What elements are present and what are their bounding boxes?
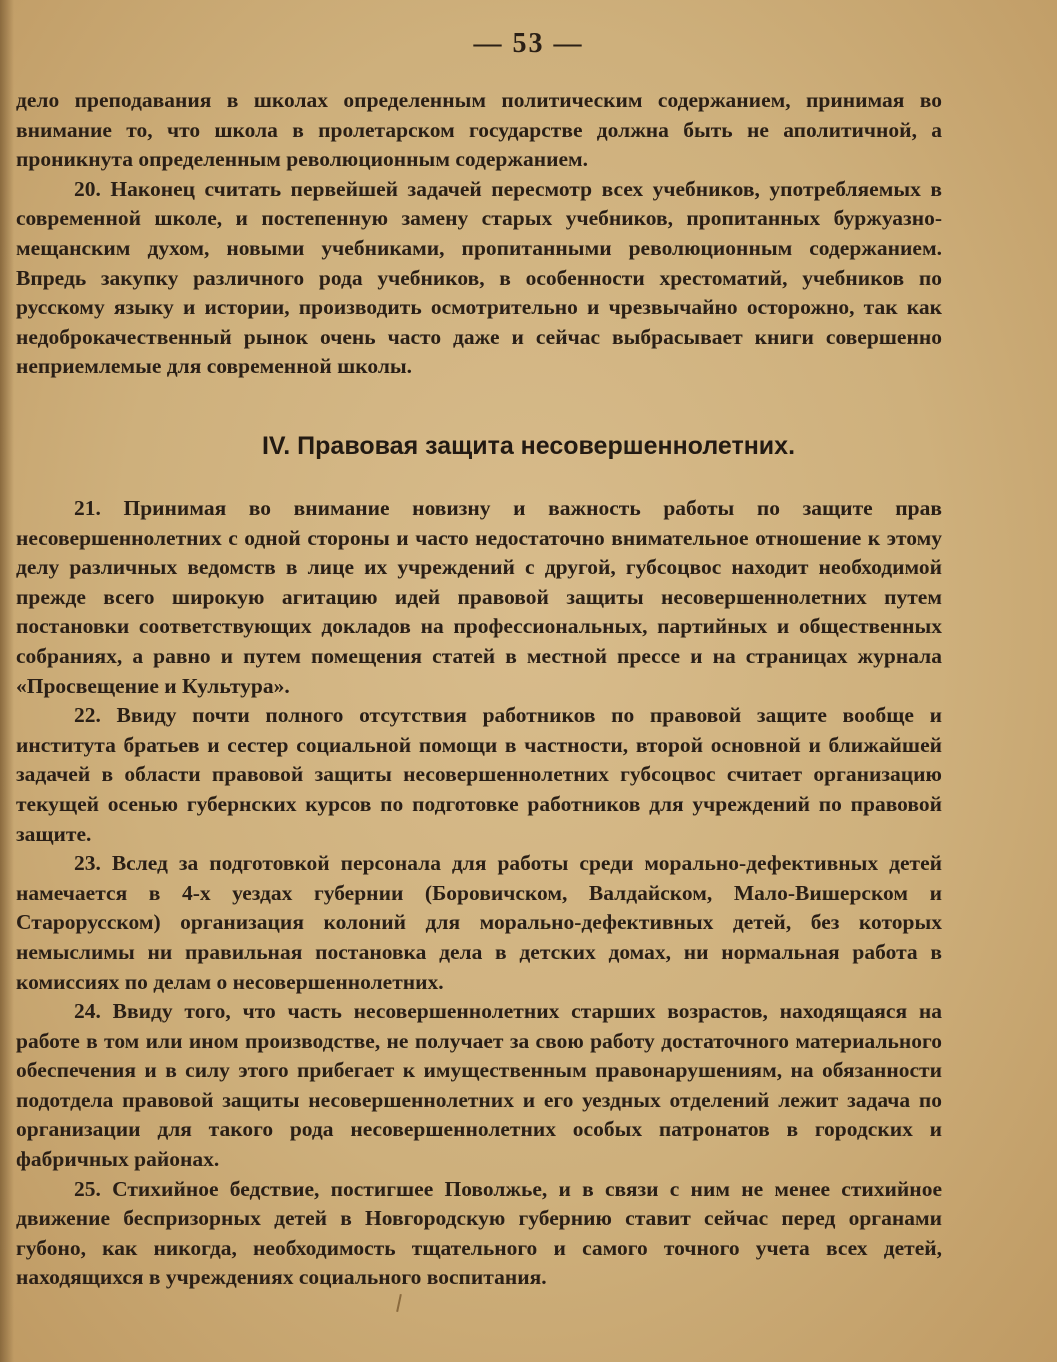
top-text-block [16,86,942,382]
paper-mark [396,1294,402,1312]
paragraph-22: 22. Ввиду почти полного отсутствия работников по правовой защите вообще и института братьев и сестер социальной помощи в частности, второй основной и ближайшей задачей в области правовой защиты несовершеннолетних губсоцвос считает организацию текущей осенью губернских курсов по подготовке работников для учреждений по правовой защите. [16,703,942,846]
page-number: — 53 — [473,28,584,59]
section-heading: IV. Правовая защита несовершеннолетних. [261,432,796,460]
paragraph-25: 25. Стихийное бедствие, постигшее Поволжье, и в связи с ним не менее стихийное движение беспризорных детей в Новгородскую губернию ставит сейчас перед органами губоно, как никогда, необходимость тщательного и самого точного учета всех детей, находящихся в учреждениях социального воспитания. [16,1176,942,1290]
paragraph-24: 24. Ввиду того, что часть несовершеннолетних старших возрастов, находящаяся на работе в том или ином производстве, не получает за свою работу достаточного материального обеспечения и в силу этого прибегает к имущественным правонарушениям, на обязанности подотдела правовой защиты несовершеннолетних и его уездных отделений лежит задача по организации для такого рода несовершеннолетних особых патронатов в городских и фабричных районах. [16,999,942,1172]
paragraph-23: 23. Вслед за подготовкой персонала для работы среди морально-дефективных детей намечается в 4-х уездах губернии (Боровичском, Валдайском, Мало-Вишерском и Старорусском) организация колоний для морально-дефективных детей, без которых немыслимы ни правильная постановка дела в детских домах, ни нормальная работа в комиссиях по делам о несовершеннолетних. [16,851,942,994]
paragraph-21: 21. Принимая во внимание новизну и важность работы по защите прав несовершеннолетних с одной стороны и часто недостаточно внимательное отношение к этому делу различных ведомств в лице их учреждений с другой, губсоцвос находит необходимой прежде всего широкую агитацию идей правовой защиты несовершеннолетних путем постановки соответствующих докладов на профессиональных, партийных и общественных собраниях, а равно и путем помещения статей в местной прессе и на страницах журнала «Просвещение и Культура». [16,496,942,698]
paragraph-20: 20. Наконец считать первейшей задачей пересмотр всех учебников, употребляемых в современной школе, и постепенную замену старых учебников, пропитанных буржуазно-мещанским духом, новыми учебниками, пропитанными революционным содержанием. Впредь закупку различного рода учебников, в особенности хрестоматий, учебников по русскому языку и истории, производить осмотрительно и чрезвычайно осторожно, так как недоброкачественный рынок очень часто даже и сейчас выбрасывает книги совершенно неприемлемые для современной школы. [16,176,942,379]
paragraph-continuation: дело преподавания в школах определенным политическим содержанием, принимая во внимание то, что школа в пролетарском государстве должна быть не аполитичной, а проникнута определенным революционным содержанием. [16,88,942,172]
bottom-text-block [16,494,942,1293]
